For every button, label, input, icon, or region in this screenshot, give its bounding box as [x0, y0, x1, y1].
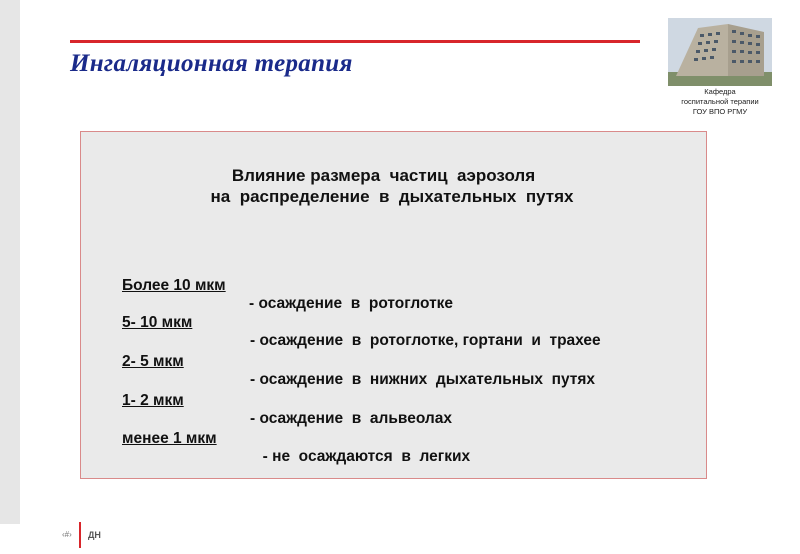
building-logo-image — [668, 18, 772, 86]
footer-divider — [79, 522, 81, 548]
dept-line: ГОУ ВПО РГМУ — [692, 107, 748, 116]
box-heading — [81, 165, 706, 207]
dept-line: Кафедра — [704, 87, 736, 96]
deposition-text: - осаждение в альвеолах — [250, 410, 452, 427]
particle-size: Более 10 мкм — [122, 277, 226, 294]
slide-title: Ингаляционная терапия — [70, 50, 353, 77]
dept-line: госпитальной терапии — [681, 97, 759, 106]
deposition-text: - не осаждаются в легких — [254, 448, 471, 465]
particle-size: 1- 2 мкм — [122, 392, 184, 409]
left-side-bar — [0, 0, 20, 524]
particle-size: 5- 10 мкм — [122, 314, 193, 331]
heading-line: Влияние размера частиц аэрозоля — [231, 166, 536, 185]
slide-number: ‹#› — [62, 530, 72, 539]
department-caption — [650, 87, 790, 117]
deposition-text: - осаждение в ротоглотке — [249, 295, 454, 312]
deposition-text: - осаждение в нижних дыхательных путях — [250, 371, 596, 388]
particle-size: 2- 5 мкм — [122, 353, 184, 370]
title-rule — [70, 40, 640, 43]
heading-line: на распределение в дыхательных путях — [210, 187, 574, 206]
footer-label: ДН — [88, 530, 101, 540]
deposition-text: - осаждение в ротоглотке, гортани и трахее — [250, 332, 601, 349]
particle-size: менее 1 мкм — [122, 430, 217, 447]
content-box — [80, 131, 707, 479]
